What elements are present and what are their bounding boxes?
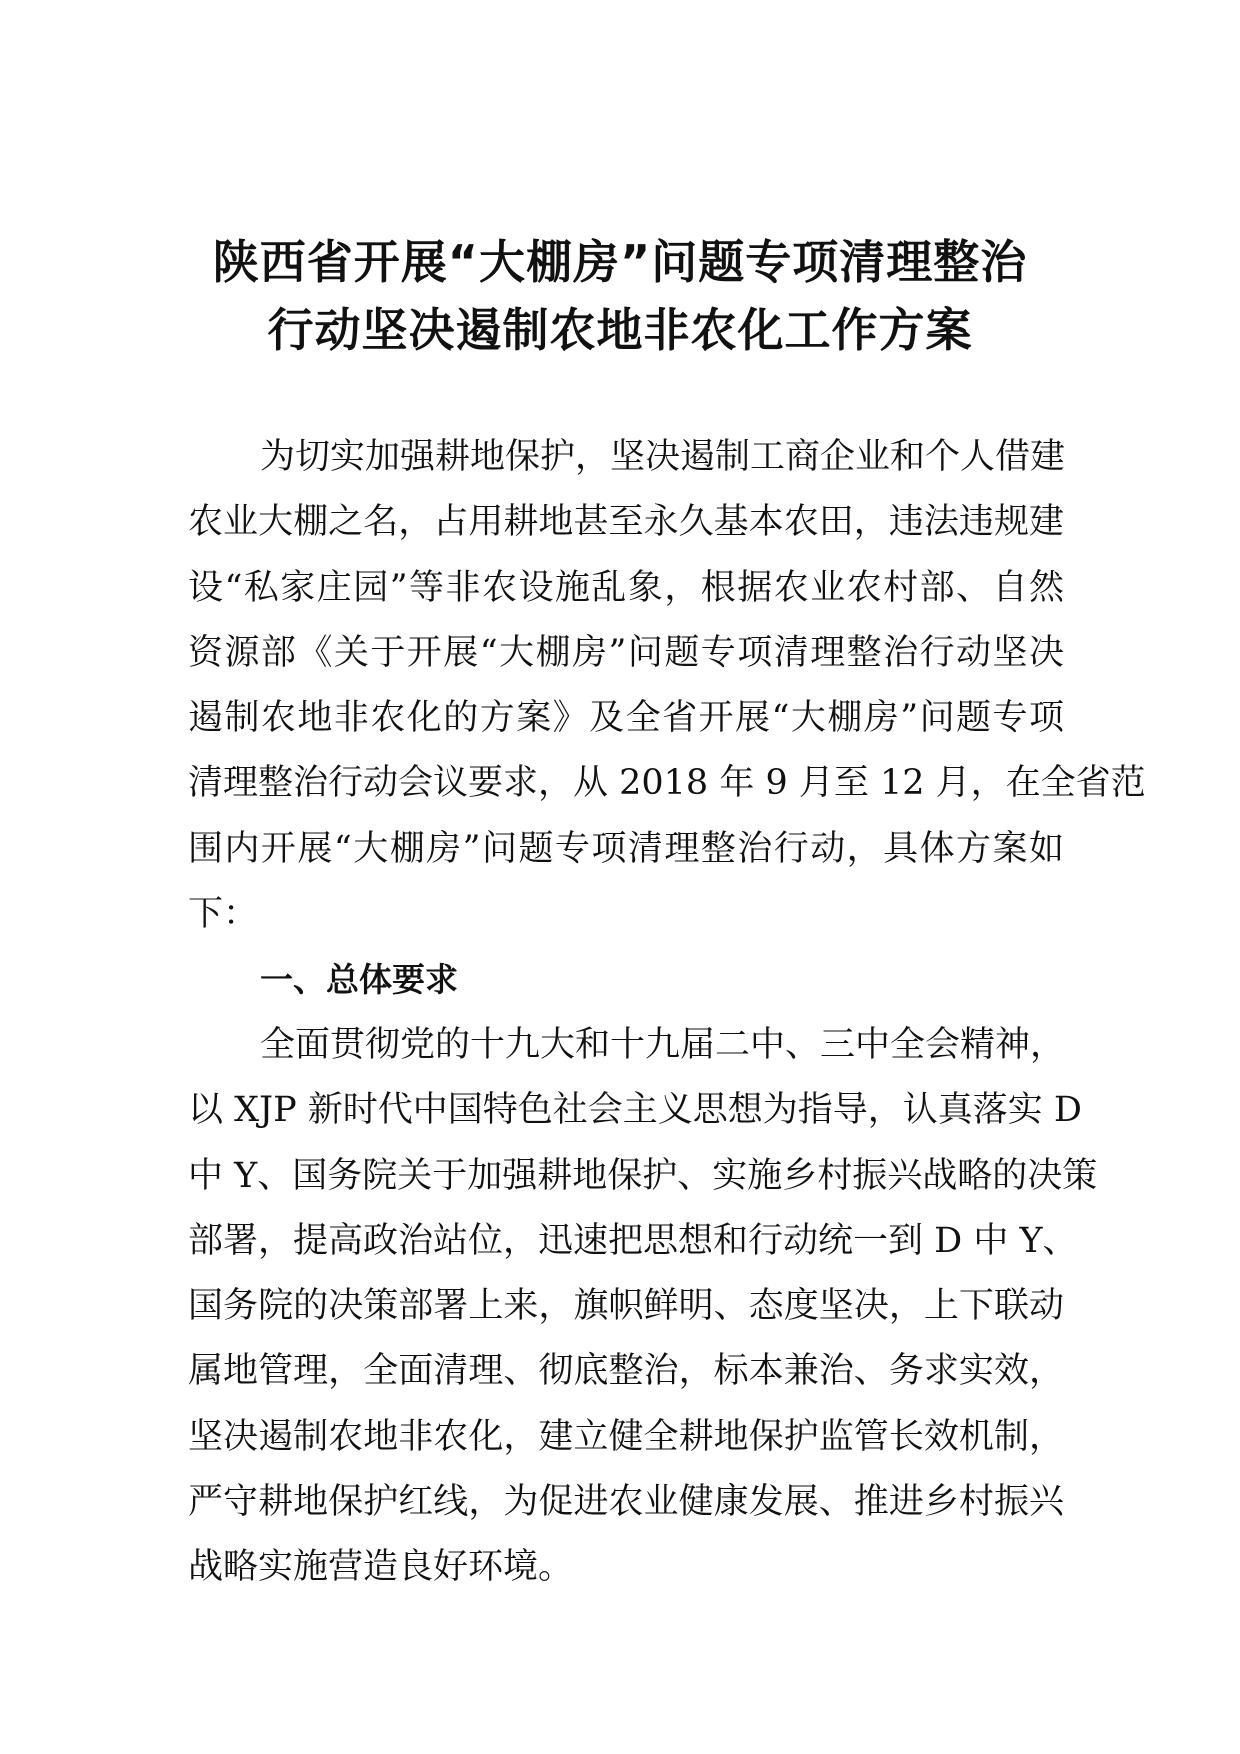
paragraph-line: 遏制农地非农化的方案》及全省开展“大棚房”问题专项 (188, 698, 1064, 739)
section-heading: 一、总体要求 (260, 960, 458, 999)
paragraph-line: 设“私家庄园”等非农设施乱象，根据农业农村部、自然 (188, 567, 1064, 608)
section-paragraph (188, 1013, 1098, 1601)
paragraph-line: 以 XJP 新时代中国特色社会主义思想为指导，认真落实 D (188, 1090, 1082, 1131)
paragraph-line: 围内开展“大棚房”问题专项清理整治行动，具体方案如 (188, 828, 1064, 869)
intro-paragraph (188, 425, 1146, 947)
paragraph-line: 下： (188, 894, 259, 935)
paragraph-line: 清理整治行动会议要求，从 2018 年 9 月至 12 月，在全省范 (188, 763, 1146, 804)
title-line-2: 行动坚决遏制农地非农化工作方案 (267, 303, 973, 357)
paragraph-line: 严守耕地保护红线，为促进农业健康发展、推进乡村振兴 (188, 1482, 1064, 1523)
paragraph-line: 资源部《关于开展“大棚房”问题专项清理整治行动坚决 (188, 632, 1064, 673)
paragraph-line: 国务院的决策部署上来，旗帜鲜明、态度坚决，上下联动 (188, 1286, 1064, 1327)
paragraph-line: 坚决遏制农地非农化，建立健全耕地保护监管长效机制， (188, 1416, 1064, 1457)
paragraph-line: 为切实加强耕地保护，坚决遏制工商企业和个人借建 (260, 437, 1066, 477)
paragraph-line: 中 Y、国务院关于加强耕地保护、实施乡村振兴战略的决策 (188, 1155, 1098, 1196)
paragraph-line: 部署，提高政治站位，迅速把思想和行动统一到 D 中 Y、 (188, 1220, 1078, 1261)
paragraph-line: 战略实施营造良好环境。 (188, 1547, 574, 1588)
paragraph-line: 属地管理，全面清理、彻底整治，标本兼治、务求实效， (188, 1351, 1064, 1392)
paragraph-line: 全面贯彻党的十九大和十九届二中、三中全会精神， (260, 1025, 1066, 1065)
paragraph-line: 农业大棚之名，占用耕地甚至永久基本农田，违法违规建 (188, 502, 1064, 543)
document-title (150, 228, 1090, 364)
title-line-1: 陕西省开展“大棚房”问题专项清理整治 (212, 235, 1028, 289)
section-heading-block (188, 947, 1064, 1012)
